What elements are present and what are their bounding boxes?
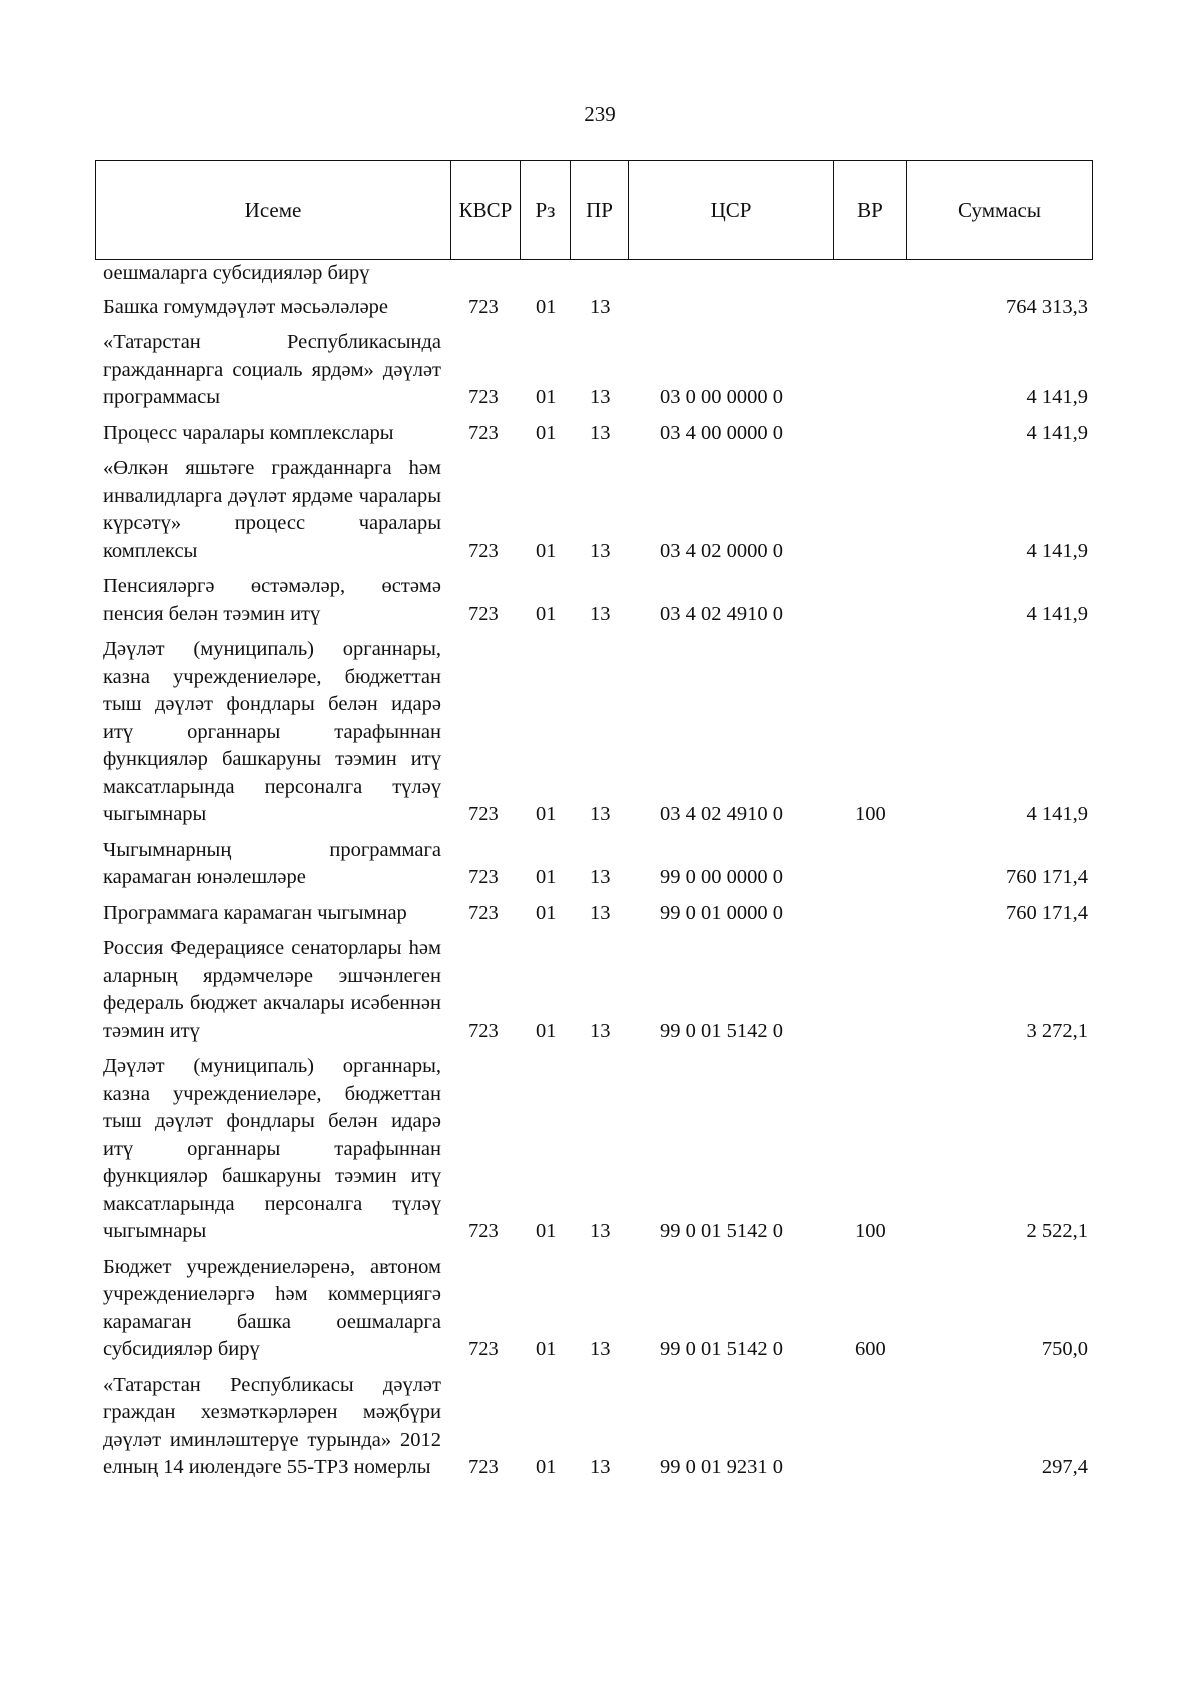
- row-name: «Татарстан Республикасы дәүләт граждан хезмәткәрләрен мәҗбүри дәүләт иминләштерүе турында» 2012 елның 14 июлендәге 55-ТРЗ номерлы: [103, 1373, 441, 1478]
- row-sum: 4 141,9: [1026, 421, 1088, 444]
- column-header-vr: ВР: [834, 161, 907, 259]
- table-row: [0, 1372, 1200, 1482]
- row-kvsr: 723: [468, 539, 499, 562]
- row-sum: 297,4: [1041, 1456, 1088, 1478]
- row-csr: 99 0 01 5142 0: [660, 1220, 783, 1242]
- row-vr: 600: [855, 1338, 886, 1360]
- row-pr: 13: [590, 1220, 611, 1242]
- row-csr: 03 4 02 4910 0: [660, 602, 783, 625]
- table-row: [0, 636, 1200, 829]
- row-kvsr: 723: [468, 295, 499, 318]
- row-kvsr: 723: [468, 1220, 499, 1242]
- row-sum: 2 522,1: [1026, 1220, 1088, 1242]
- table-row: [0, 573, 1200, 628]
- row-name: Башка гомумдәүләт мәсьәләләре: [103, 295, 389, 318]
- table-row: [0, 837, 1200, 892]
- row-kvsr: 723: [468, 803, 499, 825]
- column-header-name: Исеме: [96, 161, 451, 259]
- table-row: [0, 935, 1200, 1045]
- column-header-kvsr: КВСР: [451, 161, 521, 259]
- row-rz: 01: [536, 1456, 557, 1478]
- row-rz: 01: [536, 1338, 557, 1360]
- column-header-pr: ПР: [571, 161, 629, 259]
- row-rz: 01: [536, 295, 557, 318]
- table-row: [0, 1254, 1200, 1364]
- row-name: Пенсияләргә өстәмәләр, өстәмә пенсия белән тәэмин итү: [103, 575, 441, 625]
- row-csr: 99 0 01 5142 0: [660, 1019, 783, 1042]
- row-name: Россия Федерациясе сенаторлары һәм аларның ярдәмчеләре эшчәнлеген федераль бюджет акчалары исәбеннән тәэмин итү: [103, 937, 441, 1042]
- row-vr: 100: [855, 1220, 886, 1242]
- table-row: [0, 1053, 1200, 1246]
- row-sum: 750,0: [1041, 1338, 1088, 1360]
- row-csr: 03 4 02 0000 0: [660, 539, 783, 562]
- table-row: [0, 260, 1200, 288]
- row-rz: 01: [536, 1220, 557, 1242]
- row-pr: 13: [590, 1456, 611, 1478]
- row-kvsr: 723: [468, 421, 499, 444]
- row-rz: 01: [536, 901, 557, 924]
- row-kvsr: 723: [468, 866, 499, 888]
- row-pr: 13: [590, 1338, 611, 1360]
- row-kvsr: 723: [468, 1019, 499, 1042]
- table-header: [95, 160, 1093, 260]
- row-rz: 01: [536, 539, 557, 562]
- column-header-rz: Рз: [521, 161, 571, 259]
- row-pr: 13: [590, 421, 611, 444]
- table-body: [0, 260, 1200, 1490]
- row-pr: 13: [590, 803, 611, 825]
- row-kvsr: 723: [468, 602, 499, 625]
- row-csr: 99 0 01 5142 0: [660, 1338, 783, 1360]
- row-rz: 01: [536, 386, 557, 408]
- row-csr: 03 4 00 0000 0: [660, 421, 783, 444]
- row-sum: 760 171,4: [1006, 901, 1088, 924]
- row-sum: 3 272,1: [1026, 1019, 1088, 1042]
- row-name: «Өлкән яшьтәге гражданнарга һәм инвалидларга дәүләт ярдәме чаралары күрсәтү» процесс чаралары комплексы: [103, 457, 441, 562]
- table-row: [0, 329, 1200, 412]
- row-sum: 4 141,9: [1026, 602, 1088, 625]
- table-row: [0, 294, 1200, 322]
- row-rz: 01: [536, 421, 557, 444]
- row-sum: 4 141,9: [1026, 803, 1088, 825]
- row-name: Дәүләт (муниципаль) органнары, казна учреждениеләре, бюджеттан тыш дәүләт фондлары белән идарә итү органнары тарафыннан функцияләр башкаруны тәэмин итү максатларында персоналга түләү чыгымнары: [103, 638, 441, 825]
- page-number: 239: [584, 102, 616, 126]
- row-pr: 13: [590, 295, 611, 318]
- table-row: [0, 900, 1200, 928]
- column-header-csr: ЦСР: [629, 161, 834, 259]
- row-name: «Татарстан Республикасында гражданнарга социаль ярдәм» дәүләт программасы: [103, 331, 441, 408]
- row-name: Программага карамаган чыгымнар: [103, 901, 407, 924]
- row-csr: 03 0 00 0000 0: [660, 386, 783, 408]
- table-row: [0, 455, 1200, 565]
- row-kvsr: 723: [468, 901, 499, 924]
- row-name: Бюджет учреждениеләренә, автоном учреждениеләргә һәм коммерциягә карамаган башка оешмаларга субсидияләр бирү: [103, 1255, 441, 1360]
- row-name: Дәүләт (муниципаль) органнары, казна учреждениеләре, бюджеттан тыш дәүләт фондлары белән идарә итү органнары тарафыннан функцияләр башкаруны тәэмин итү максатларында персоналга түләү чыгымнары: [103, 1055, 441, 1242]
- row-pr: 13: [590, 1019, 611, 1042]
- row-rz: 01: [536, 866, 557, 888]
- row-kvsr: 723: [468, 1338, 499, 1360]
- column-header-sum: Суммасы: [958, 197, 1041, 222]
- row-vr: 100: [855, 803, 886, 825]
- row-sum: 764 313,3: [1006, 295, 1088, 318]
- table-row: [0, 420, 1200, 448]
- row-csr: 99 0 01 9231 0: [660, 1456, 783, 1478]
- row-name: Процесс чаралары комплекслары: [103, 421, 394, 444]
- row-sum: 4 141,9: [1026, 539, 1088, 562]
- row-name: оешмаларга субсидияләр бирү: [103, 262, 370, 284]
- row-kvsr: 723: [468, 1456, 499, 1478]
- row-csr: 99 0 01 0000 0: [660, 901, 783, 924]
- row-csr: 03 4 02 4910 0: [660, 803, 783, 825]
- row-pr: 13: [590, 386, 611, 408]
- row-pr: 13: [590, 602, 611, 625]
- row-pr: 13: [590, 901, 611, 924]
- row-sum: 760 171,4: [1006, 866, 1088, 888]
- row-pr: 13: [590, 539, 611, 562]
- row-csr: 99 0 00 0000 0: [660, 866, 783, 888]
- row-pr: 13: [590, 866, 611, 888]
- row-rz: 01: [536, 1019, 557, 1042]
- row-rz: 01: [536, 803, 557, 825]
- row-name: Чыгымнарның программага карамаган юнәлешләре: [103, 838, 441, 888]
- row-kvsr: 723: [468, 386, 499, 408]
- row-sum: 4 141,9: [1026, 386, 1088, 408]
- row-rz: 01: [536, 602, 557, 625]
